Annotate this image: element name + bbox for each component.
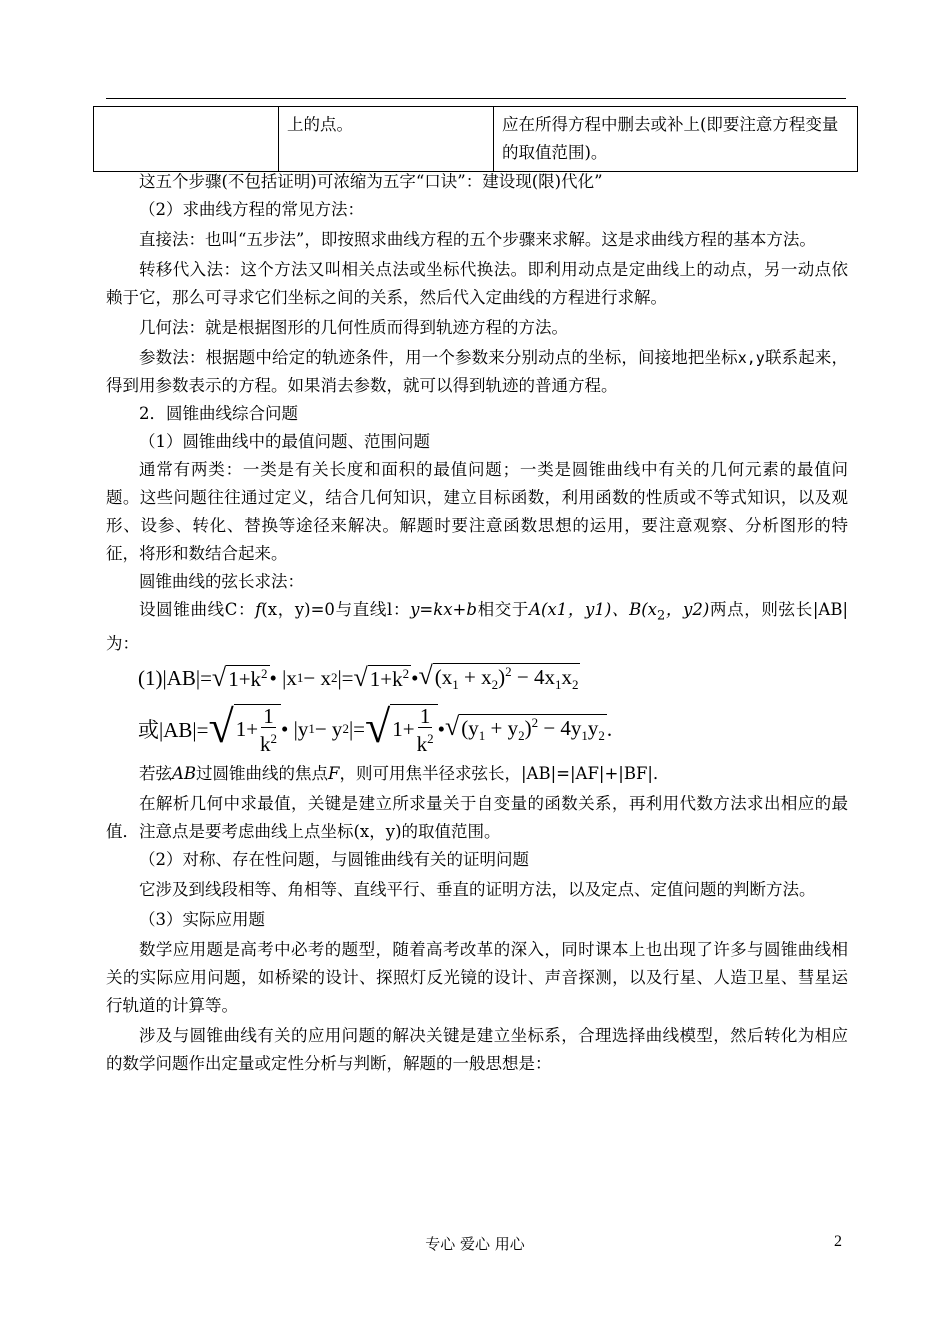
sqrt: √ $1+k^2$ bbox=[353, 662, 410, 692]
section-heading: （2）对称、存在性问题，与圆锥曲线有关的证明问题 bbox=[139, 850, 529, 870]
formula-text: 1+k bbox=[369, 666, 403, 691]
formula-text: 1+k bbox=[228, 666, 262, 691]
table-cell-step: 上的点。 bbox=[279, 107, 494, 172]
paragraph bbox=[106, 344, 848, 400]
formula-text: 1 bbox=[308, 721, 315, 737]
paragraph bbox=[106, 596, 848, 658]
text-run: 相交于 bbox=[476, 600, 530, 619]
formula-text: k bbox=[260, 731, 271, 756]
formula-text: 1 bbox=[419, 703, 431, 728]
text-run: ，则可用焦半径求弦长，|AB|=|AF|+|BF|． bbox=[339, 764, 670, 784]
paragraph: 这五个步骤(不包括证明)可浓缩为五字“口诀”：建设现(限)代化” bbox=[139, 172, 603, 191]
formula-text: − 4x bbox=[511, 665, 555, 690]
formula-text: 2 bbox=[342, 721, 349, 737]
formula-text: 1 bbox=[581, 728, 588, 744]
formula-text: x bbox=[561, 665, 572, 690]
formula-text: 2 bbox=[270, 730, 278, 746]
text-run: F bbox=[328, 764, 340, 784]
text-run: 设圆锥曲线C： bbox=[139, 600, 256, 619]
text-run: 联系起来，得到用参数表示的方程。如果消去参数，就可以得到轨迹的普通方程。 bbox=[106, 348, 849, 395]
formula-text: 2 bbox=[427, 730, 434, 746]
text-run: 若弦 bbox=[139, 764, 172, 784]
formula-text: (x bbox=[434, 665, 453, 690]
formula-text: • |y bbox=[281, 716, 309, 741]
section-heading: 2．圆锥曲线综合问题 bbox=[139, 404, 298, 423]
paragraph: 圆锥曲线的弦长求法： bbox=[139, 572, 304, 591]
paragraph: 在解析几何中求最值，关键是建立所求量关于自变量的函数关系，再利用代数方法求出相应的最值．注意点是要考虑曲线上点坐标(x，y)的取值范围。 bbox=[106, 794, 848, 842]
formula-text: − y bbox=[314, 716, 343, 741]
chord-length-formula-1 bbox=[138, 658, 848, 698]
section-heading: （2）求曲线方程的常见方法： bbox=[139, 200, 364, 219]
section-heading: （1）圆锥曲线中的最值问题、范围问题 bbox=[139, 432, 430, 451]
formula-text: (1)|AB|= bbox=[138, 665, 212, 690]
section-heading: （3）实际应用题 bbox=[139, 910, 265, 930]
paragraph: 数学应用题是高考中必考的题型，随着高考改革的深入，同时课本上也出现了许多与圆锥曲线相关的实际应用问题，如桥梁的设计、探照灯反光镜的设计、声音探测，以及行星、人造卫星、彗星运行轨道的计算等。 bbox=[106, 940, 848, 1016]
formula-text: − 4y bbox=[538, 716, 582, 741]
body-text bbox=[106, 168, 848, 1078]
formula-text: 1 bbox=[452, 677, 459, 693]
header-rule bbox=[106, 98, 846, 99]
formula-text: 2 bbox=[505, 664, 512, 680]
sqrt: √ $1+k^2$ bbox=[211, 662, 268, 692]
paragraph: 它涉及到线段相等、角相等、直线平行、垂直的证明方法，以及定点、定值问题的判断方法。 bbox=[139, 880, 816, 900]
formula-text: + y bbox=[485, 716, 519, 741]
formula-text: 2 bbox=[571, 677, 579, 693]
chord-length-formula-2 bbox=[138, 698, 848, 760]
text-run: 参数法：根据题中给定的轨迹条件，用一个参数来分别动点的坐标，间接地把坐标 bbox=[139, 348, 738, 367]
sqrt: √ $(y_1 + y_2)^2 - 4y_1y_2$ bbox=[444, 712, 605, 744]
formula-text: y bbox=[587, 716, 599, 741]
formula-text: • |x bbox=[269, 665, 297, 690]
formula-text: − x bbox=[303, 665, 331, 690]
table-cell-empty bbox=[94, 107, 279, 172]
paragraph: 涉及与圆锥曲线有关的应用问题的解决关键是建立坐标系，合理选择曲线模型，然后转化为相应的数学问题作出定量或定性分析与判断，解题的一般思想是： bbox=[106, 1026, 848, 1074]
paragraph: 直接法：也叫“五步法”，即按照求曲线方程的五个步骤来求解。这是求曲线方程的基本方法。 bbox=[139, 230, 816, 249]
formula-text: 2 bbox=[531, 715, 539, 731]
formula-text: 2 bbox=[402, 665, 410, 681]
text-run: x,y bbox=[737, 349, 765, 367]
formula-text: 1 bbox=[554, 677, 562, 693]
sqrt: √ 1+ $\frac{1}{k^2}$ bbox=[208, 704, 281, 755]
text-run: AB bbox=[172, 764, 197, 784]
text-run: y=kx+b bbox=[410, 600, 477, 619]
continuation-table bbox=[93, 106, 858, 172]
formula-text: 2 bbox=[491, 677, 499, 693]
formula-text: 1 bbox=[478, 728, 486, 744]
formula-text: + x bbox=[458, 665, 492, 690]
footer-slogan: 专心 爱心 用心 bbox=[425, 1235, 525, 1253]
formula-text: 2 bbox=[261, 665, 268, 681]
text-run: 过圆锥曲线的焦点 bbox=[196, 764, 329, 784]
text-run: ，y2) bbox=[665, 600, 710, 619]
table-cell-note: 应在所得方程中删去或补上(即要注意方程变量的取值范围)。 bbox=[494, 107, 858, 172]
text-run: (x，y)=0与直线l： bbox=[261, 600, 411, 619]
formula-text: (y bbox=[461, 716, 479, 741]
text-run: f bbox=[255, 600, 262, 619]
text-run: 2 bbox=[656, 608, 666, 624]
formula-text: 1+ bbox=[392, 717, 415, 742]
formula-text: 2 bbox=[518, 728, 525, 744]
fraction bbox=[417, 705, 434, 755]
sqrt: √ $(x_1 + x_2)^2 - 4x_1x_2$ bbox=[418, 661, 579, 693]
formula-text: 1 bbox=[296, 670, 304, 686]
page-number: 2 bbox=[834, 1233, 842, 1250]
formula-text: • bbox=[437, 716, 445, 741]
paragraph: 转移代入法：这个方法又叫相关点法或坐标代换法。即利用动点是定曲线上的动点，另一动点依赖于它，那么可寻求它们坐标之间的关系，然后代入定曲线的方程进行求解。 bbox=[106, 260, 848, 307]
paragraph: 通常有两类：一类是有关长度和面积的最值问题；一类是圆锥曲线中有关的几何元素的最值问题。这些问题往往通过定义，结合几何知识，建立目标函数，利用函数的性质或不等式知识，以及观形、设参、转化、替换等途径来解决。解题时要注意函数思想的运用，要注意观察、分析图形的特征，将形和数结合起来。 bbox=[106, 460, 848, 563]
formula-text: 2 bbox=[330, 670, 338, 686]
formula-text: ) bbox=[524, 716, 532, 741]
text-run: 两点，则弦长|AB|为： bbox=[106, 600, 849, 654]
formula-text: • bbox=[411, 665, 419, 690]
paragraph: 几何法：就是根据图形的几何性质而得到轨迹方程的方法。 bbox=[139, 318, 568, 337]
text-run: A(x1，y1)、B(x bbox=[529, 600, 657, 619]
formula-text: 或|AB|= bbox=[138, 718, 209, 743]
formula-text: 2 bbox=[598, 728, 605, 744]
formula-text: 1 bbox=[263, 703, 274, 728]
formula-text: . bbox=[606, 716, 613, 741]
sqrt: √ 1+ $\frac{1}{k^2}$ bbox=[365, 704, 438, 755]
table-row bbox=[94, 107, 858, 172]
formula-text: |= bbox=[348, 716, 365, 741]
paragraph bbox=[106, 760, 848, 788]
formula-text: ) bbox=[498, 665, 506, 690]
formula-text: |= bbox=[337, 665, 354, 690]
formula-text: 1+ bbox=[235, 717, 259, 742]
formula-text: k bbox=[416, 731, 428, 756]
fraction bbox=[260, 705, 277, 755]
